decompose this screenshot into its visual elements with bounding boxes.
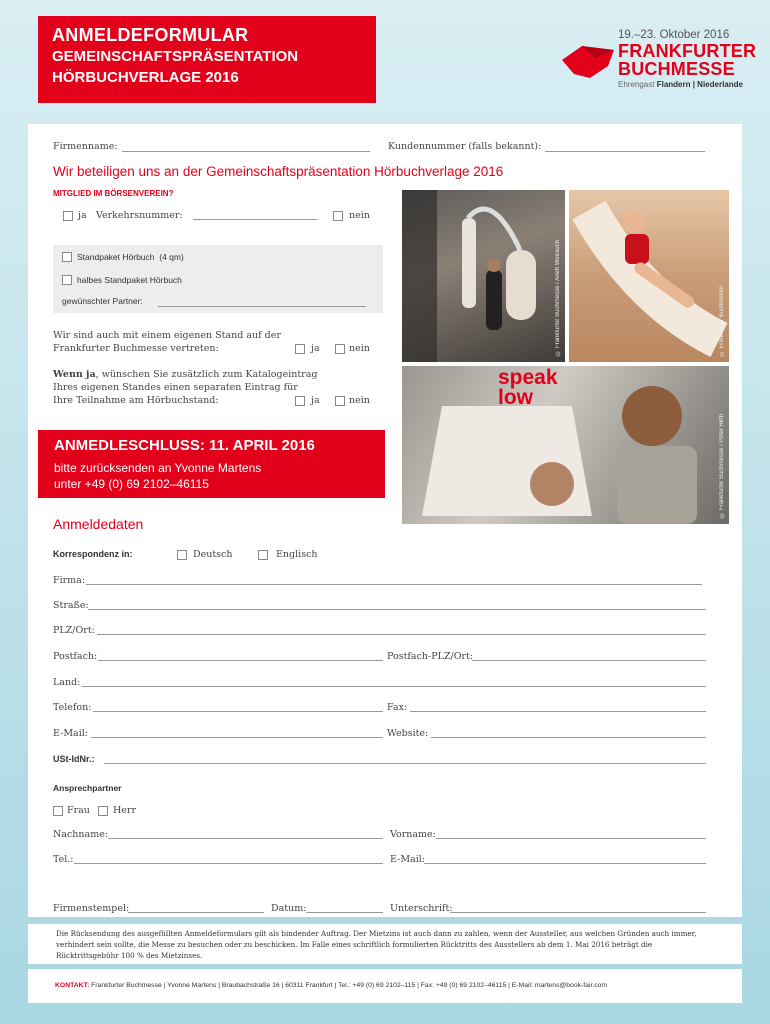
- fair-name: [618, 42, 756, 78]
- member-yes-checkbox[interactable]: [63, 211, 73, 221]
- company-name-label: Firmenname:: [53, 141, 118, 152]
- email-label: E-Mail:: [53, 728, 88, 739]
- terms-text: Die Rücksendung des ausgefüllten Anmeldeformulars gilt als bindender Auftrag. Der Mietzins ist auch dann zu zahlen, wenn der Aussteller, aus welchen Gründen auch immer, verhindert sein sollte, die Messe zu besuchen oder zu beschicken. Im Falle eines schriftlich formulierten Rücktritts des Ausstellers ab dem 1. Mai 2016 beträgt die Rücktrittsgebühr 100 % des Mietzinses.: [56, 929, 697, 960]
- nachname-field[interactable]: [108, 838, 383, 839]
- sign-text-2: low: [498, 386, 533, 409]
- catalog-question-3: Ihre Teilnahme am Hörbuchstand:: [53, 395, 219, 406]
- form-title: ANMELDEFORMULAR: [52, 25, 249, 45]
- fax-field[interactable]: [410, 711, 706, 712]
- guest-prefix: Ehrengast: [618, 80, 657, 89]
- sign-text-1: speak: [498, 366, 558, 389]
- strasse-field[interactable]: [88, 609, 706, 610]
- registration-data-heading: Anmeldedaten: [53, 516, 144, 532]
- date-field[interactable]: [306, 912, 383, 913]
- deadline-line-1: bitte zurücksenden an Yvonne Martens: [54, 461, 262, 475]
- postfach-label: Postfach:: [53, 651, 98, 662]
- own-stand-no-label: nein: [349, 343, 370, 354]
- contact-person-heading: Ansprechpartner: [53, 783, 122, 793]
- form-subtitle-2: HÖRBUCHVERLAGE 2016: [52, 69, 239, 86]
- buchmesse-logo-icon: [562, 44, 614, 80]
- plz-field[interactable]: [97, 634, 706, 635]
- guest-of-honour: [618, 80, 743, 89]
- package-half-checkbox[interactable]: [62, 275, 72, 285]
- package-full-checkbox[interactable]: [62, 252, 72, 262]
- vorname-field[interactable]: [436, 838, 706, 839]
- company-name-field[interactable]: [122, 151, 370, 152]
- deadline-banner: [38, 430, 385, 498]
- photo-credit-2: © Frankfurter Buchmesse: [719, 285, 725, 356]
- guest-name: Flandern | Niederlande: [656, 80, 743, 89]
- package-full-label: [77, 252, 184, 262]
- traffic-number-label: Verkehrsnummer:: [96, 210, 183, 221]
- email2-field[interactable]: [424, 863, 706, 864]
- catalog-yes-label: ja: [311, 395, 320, 406]
- lang-de-checkbox[interactable]: [177, 550, 187, 560]
- nachname-label: Nachname:: [53, 829, 109, 840]
- headphone-exhibit-image: [402, 190, 565, 362]
- speak-low-sign: [498, 368, 558, 408]
- catalog-question-2: Ihres eigenen Standes einen separaten Eintrag für: [53, 382, 298, 393]
- tel-label: Tel.:: [53, 854, 74, 865]
- stamp-label: Firmenstempel:: [53, 903, 130, 914]
- fair-date: 19.–23. Oktober 2016: [618, 29, 730, 41]
- vorname-label: Vorname:: [390, 829, 436, 840]
- photo-headphone-exhibit: [402, 190, 565, 362]
- deadline-title: ANMEDLESCHLUSS: 11. APRIL 2016: [54, 437, 315, 454]
- photo-hammock: [569, 190, 729, 362]
- own-stand-no-checkbox[interactable]: [335, 344, 345, 354]
- catalog-question-1: [53, 369, 317, 380]
- website-label: Website:: [387, 728, 429, 739]
- telefon-label: Telefon:: [53, 702, 92, 713]
- ust-label: USt-IdNr.:: [53, 754, 95, 764]
- ust-field[interactable]: [104, 763, 706, 764]
- partner-field[interactable]: [158, 306, 366, 307]
- catalog-yes-checkbox[interactable]: [295, 396, 305, 406]
- photo-credit-1: © Frankfurter Buchmesse / Anett Weirauch: [555, 240, 561, 356]
- header-title-box: [38, 16, 376, 103]
- lang-en-checkbox[interactable]: [258, 550, 268, 560]
- participation-heading: Wir beteiligen uns an der Gemeinschaftspräsentation Hörbuchverlage 2016: [53, 164, 504, 179]
- catalog-no-label: nein: [349, 395, 370, 406]
- telefon-field[interactable]: [93, 711, 383, 712]
- fair-name-line-2: BUCHMESSE: [618, 59, 735, 79]
- signature-label: Unterschrift:: [390, 903, 453, 914]
- firma-field[interactable]: [86, 584, 702, 585]
- package-half-label: halbes Standpaket Hörbuch: [77, 275, 182, 285]
- catalog-no-checkbox[interactable]: [335, 396, 345, 406]
- correspondence-label: Korrespondenz in:: [53, 549, 133, 559]
- contact-box: [28, 969, 742, 1003]
- deadline-line-2: unter +49 (0) 69 2102–46115: [54, 477, 209, 491]
- photo-credit-3: © Frankfurter Buchmesse / Peter Hirth: [719, 414, 725, 518]
- member-no-checkbox[interactable]: [333, 211, 343, 221]
- terms-box: [28, 924, 742, 964]
- partner-label: gewünschter Partner:: [62, 296, 143, 306]
- stamp-field[interactable]: [128, 912, 264, 913]
- email-field[interactable]: [91, 737, 383, 738]
- signature-field[interactable]: [450, 912, 706, 913]
- own-stand-question-1: Wir sind auch mit einem eigenen Stand auf der: [53, 330, 281, 341]
- plz-label: PLZ/Ort:: [53, 625, 95, 636]
- hammock-image: [569, 190, 729, 362]
- lang-de-label: Deutsch: [193, 549, 233, 560]
- photo-speak-low: [402, 366, 729, 524]
- catalog-bold: Wenn ja: [53, 369, 96, 380]
- frau-label: Frau: [67, 805, 90, 816]
- date-label: Datum:: [271, 903, 307, 914]
- strasse-label: Straße:: [53, 600, 89, 611]
- member-question: MITGLIED IM BÖRSENVEREIN?: [53, 189, 174, 198]
- own-stand-question-2: Frankfurter Buchmesse vertreten:: [53, 343, 219, 354]
- contact-label: KONTAKT:: [55, 982, 90, 989]
- catalog-text: , wünschen Sie zusätzlich zum Katalogeintrag: [95, 369, 318, 380]
- customer-number-label: Kundennummer (falls bekannt):: [388, 141, 542, 152]
- website-field[interactable]: [431, 737, 706, 738]
- lang-en-label: Englisch: [276, 549, 318, 560]
- firma-label: Firma:: [53, 575, 86, 586]
- land-field[interactable]: [82, 686, 706, 687]
- package-full-text: Standpaket Hörbuch: [77, 252, 155, 262]
- land-label: Land:: [53, 677, 81, 688]
- member-no-label: nein: [349, 210, 370, 221]
- herr-checkbox[interactable]: [98, 806, 108, 816]
- frau-checkbox[interactable]: [53, 806, 63, 816]
- herr-label: Herr: [113, 805, 136, 816]
- contact-text: Frankfurter Buchmesse | Yvonne Martens | Braubachstraße 16 | 60311 Frankfurt | Tel.: +49 (0) 69 2102–115 | Fax: +49 (0) 69 2102–46115 | E-Mail: martens@book-fair.com: [91, 982, 608, 989]
- tel-field[interactable]: [74, 863, 383, 864]
- postfach-plz-field[interactable]: [472, 660, 706, 661]
- email2-label: E-Mail:: [390, 854, 425, 865]
- speak-low-image: [402, 366, 729, 524]
- member-yes-label: ja: [78, 210, 87, 221]
- form-subtitle-1: GEMEINSCHAFTSPRÄSENTATION: [52, 48, 299, 65]
- postfach-plz-label: Postfach-PLZ/Ort:: [387, 651, 474, 662]
- postfach-field[interactable]: [98, 660, 383, 661]
- own-stand-yes-label: ja: [311, 343, 320, 354]
- traffic-number-field[interactable]: [193, 219, 317, 220]
- contact-line: [28, 969, 742, 989]
- fax-label: Fax:: [387, 702, 408, 713]
- customer-number-field[interactable]: [545, 151, 705, 152]
- package-full-size: (4 qm): [159, 252, 184, 262]
- own-stand-yes-checkbox[interactable]: [295, 344, 305, 354]
- fair-name-line-1: FRANKFURTER: [618, 41, 757, 61]
